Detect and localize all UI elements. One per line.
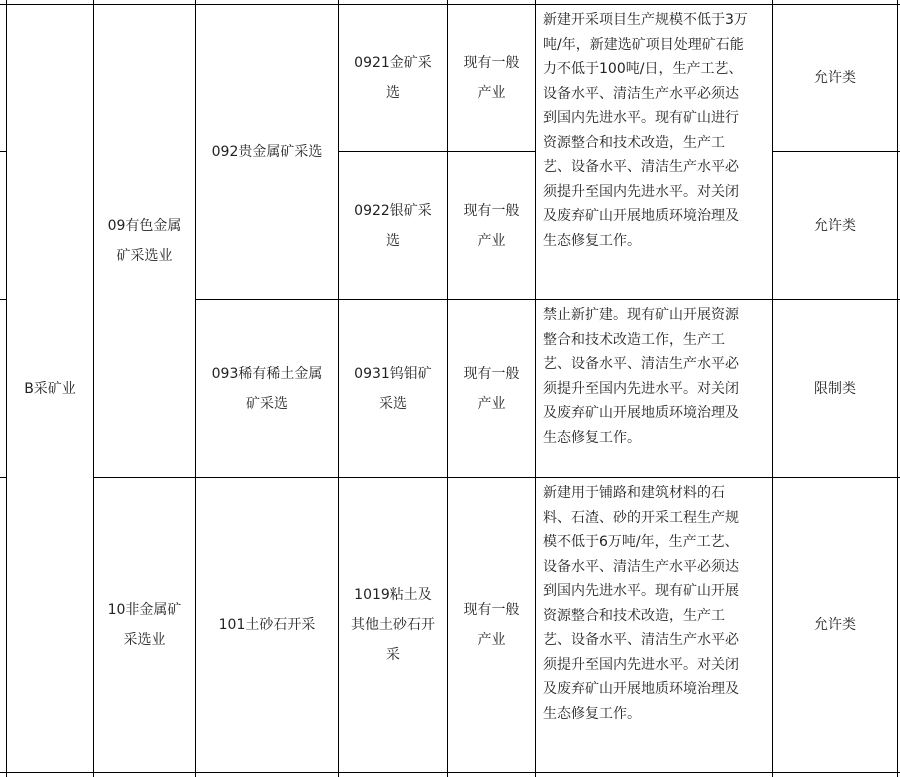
code-line: 采 — [386, 647, 400, 663]
type-label: 限制类 — [814, 380, 856, 397]
subgroup-cell — [196, 300, 338, 477]
description-line: 设备水平、清洁生产水平必须达 — [543, 558, 739, 575]
type-cell — [773, 478, 897, 772]
description-line: 新建用于铺路和建筑材料的石 — [543, 485, 725, 501]
industry-cell — [448, 478, 535, 772]
description-line: 艺、设备水平、清洁生产水平必 — [543, 159, 739, 175]
subgroup-cell — [196, 5, 338, 299]
description-line: 须提升至国内先进水平。对关闭 — [543, 656, 739, 673]
type-cell — [773, 300, 897, 477]
industry-line: 产业 — [477, 232, 506, 249]
subgroup-cell — [196, 478, 338, 772]
description-line: 料、石渣、砂的开采工程生产规 — [543, 509, 739, 526]
category-line: 采选业 — [123, 632, 166, 648]
sector-cell — [7, 5, 93, 772]
code-cell — [339, 300, 447, 477]
code-cell — [339, 5, 447, 151]
description-line: 及废弃矿山开展地质环境治理及 — [543, 208, 739, 224]
description-line: 力不低于100吨/日，生产工艺、 — [543, 61, 743, 77]
subgroup-line: 093稀有稀土金属 — [211, 365, 323, 382]
type-cell — [773, 152, 897, 299]
code-cell — [339, 152, 447, 299]
description-line: 生态修复工作。 — [543, 705, 641, 722]
code-cell — [339, 478, 447, 772]
code-line: 0931钨钼矿 — [354, 365, 432, 382]
description-line: 艺、设备水平、清洁生产水平必 — [543, 356, 739, 372]
type-label: 允许类 — [814, 617, 856, 633]
description-line: 新建开采项目生产规模不低于3万 — [543, 12, 748, 28]
subgroup-line: 矿采选 — [245, 395, 288, 412]
category-line: 10非金属矿 — [107, 602, 182, 618]
type-label: 允许类 — [814, 70, 856, 86]
description-line: 吨/年，新建选矿项目处理矿石能 — [543, 36, 744, 53]
description-cell — [543, 303, 769, 450]
category-line: 09有色金属 — [107, 218, 182, 234]
code-line: 1019粘土及 — [354, 587, 432, 603]
description-line: 生态修复工作。 — [543, 429, 641, 446]
category-cell — [94, 5, 195, 477]
industry-line: 产业 — [477, 85, 506, 101]
description-line: 须提升至国内先进水平。对关闭 — [543, 183, 739, 200]
industry-line: 产业 — [477, 632, 506, 648]
code-line: 选 — [385, 232, 400, 249]
grid-tick — [0, 477, 6, 478]
grid-hline — [0, 772, 900, 773]
industry-line: 产业 — [477, 395, 506, 412]
industry-line: 现有一般 — [463, 55, 520, 71]
code-line: 其他土砂石开 — [351, 617, 435, 633]
description-line: 须提升至国内先进水平。对关闭 — [543, 380, 739, 397]
industry-line: 现有一般 — [463, 202, 520, 219]
description-line: 及废弃矿山开展地质环境治理及 — [543, 681, 739, 697]
category-line: 矿采选业 — [116, 248, 173, 264]
description-line: 及废弃矿山开展地质环境治理及 — [543, 405, 739, 421]
industry-cell — [448, 300, 535, 477]
industry-cell — [448, 5, 535, 151]
description-line: 艺、设备水平、清洁生产水平必 — [543, 632, 739, 648]
description-cell — [543, 8, 769, 253]
grid-tick — [0, 299, 6, 300]
description-line: 整合和技术改造工作，生产工 — [543, 331, 725, 348]
grid-vline — [535, 0, 536, 777]
code-line: 选 — [385, 85, 400, 101]
grid-tick — [0, 151, 6, 152]
code-line: 0921金矿采 — [354, 55, 432, 71]
description-line: 到国内先进水平。现有矿山进行 — [543, 110, 739, 126]
description-line: 禁止新扩建。现有矿山开展资源 — [543, 307, 739, 323]
type-cell — [773, 5, 897, 151]
description-line: 资源整合和技术改造，生产工 — [543, 134, 725, 151]
description-line: 资源整合和技术改造，生产工 — [543, 607, 725, 624]
code-line: 采选 — [378, 395, 407, 412]
subgroup-line: 092贵金属矿采选 — [211, 144, 323, 160]
description-line: 模不低于6万吨/年，生产工艺、 — [543, 534, 739, 550]
code-line: 0922银矿采 — [354, 202, 432, 219]
type-label: 允许类 — [814, 217, 856, 234]
grid-vline — [897, 0, 898, 777]
description-cell — [543, 481, 769, 726]
description-line: 到国内先进水平。现有矿山开展 — [543, 583, 739, 599]
category-cell — [94, 478, 195, 772]
industry-cell — [448, 152, 535, 299]
sector-label: B采矿业 — [24, 380, 76, 397]
description-line: 设备水平、清洁生产水平必须达 — [543, 85, 739, 102]
subgroup-line: 101土砂石开采 — [218, 617, 316, 633]
industry-line: 现有一般 — [463, 365, 520, 382]
description-line: 生态修复工作。 — [543, 232, 641, 249]
industry-line: 现有一般 — [463, 602, 520, 618]
